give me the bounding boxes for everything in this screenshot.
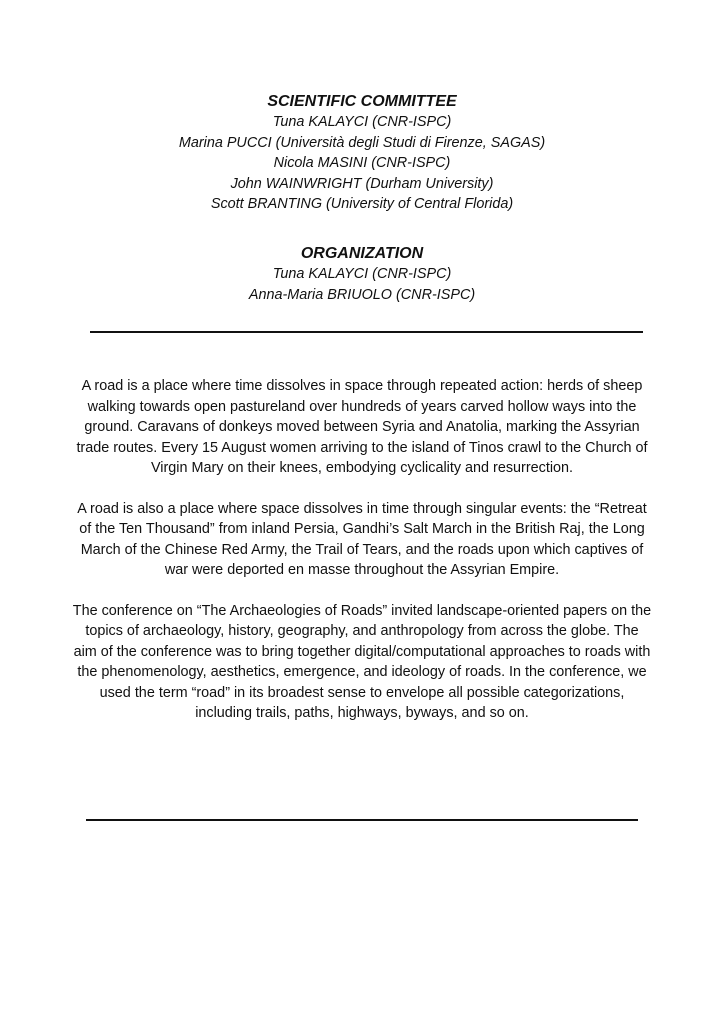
body-paragraph: A road is also a place where space dissolves in time through singular events: the “Retreat of the Ten Thousand” from inland Persia, Gandhi’s Salt March in the British Raj, the Long March of the Chinese Red Army, the Trail of Tears, and the roads upon which captives of war were deported en masse throughout the Assyrian Empire. — [77, 500, 647, 578]
committee-member: John WAINWRIGHT (Durham University) — [230, 175, 494, 192]
top-divider — [90, 331, 643, 333]
organization-section — [0, 244, 724, 305]
scientific-committee-heading: SCIENTIFIC COMMITTEE — [267, 93, 457, 110]
committee-member: Tuna KALAYCI (CNR-ISPC) — [272, 114, 452, 130]
committee-member: Scott BRANTING (University of Central Florida) — [210, 196, 514, 212]
committee-member: Marina PUCCI (Università degli Studi di Firenze, SAGAS) — [178, 134, 546, 151]
body-paragraph: A road is a place where time dissolves in space through repeated action: herds of sheep walking towards open pastureland over hundreds of years carved hollow ways into the ground. Caravans of donkeys moved between Syria and Anatolia, marking the Assyrian trade routes. Every 15 August women arriving to the island of Tinos crawl to the Church of Virgin Mary on their knees, embodying cyclicality and resurrection. — [76, 378, 648, 476]
body-text — [72, 376, 652, 744]
organization-member: Anna-Maria BRIUOLO (CNR-ISPC) — [248, 286, 476, 303]
organization-member: Tuna KALAYCI (CNR-ISPC) — [272, 266, 452, 282]
committee-member: Nicola MASINI (CNR-ISPC) — [273, 155, 451, 171]
body-paragraph: The conference on “The Archaeologies of Roads” invited landscape-oriented papers on the topics of archaeology, history, geography, and anthropology from across the globe. The aim of the conference was to bring together digital/computational approaches to roads with the phenomenology, aesthetics, emergence, and ideology of roads. In the conference, we used the term “road” in its broadest sense to envelope all possible categorizations, including trails, paths, highways, byways, and so on. — [72, 602, 652, 721]
bottom-divider — [86, 819, 638, 821]
organization-heading: ORGANIZATION — [300, 245, 424, 262]
scientific-committee-section — [0, 92, 724, 215]
